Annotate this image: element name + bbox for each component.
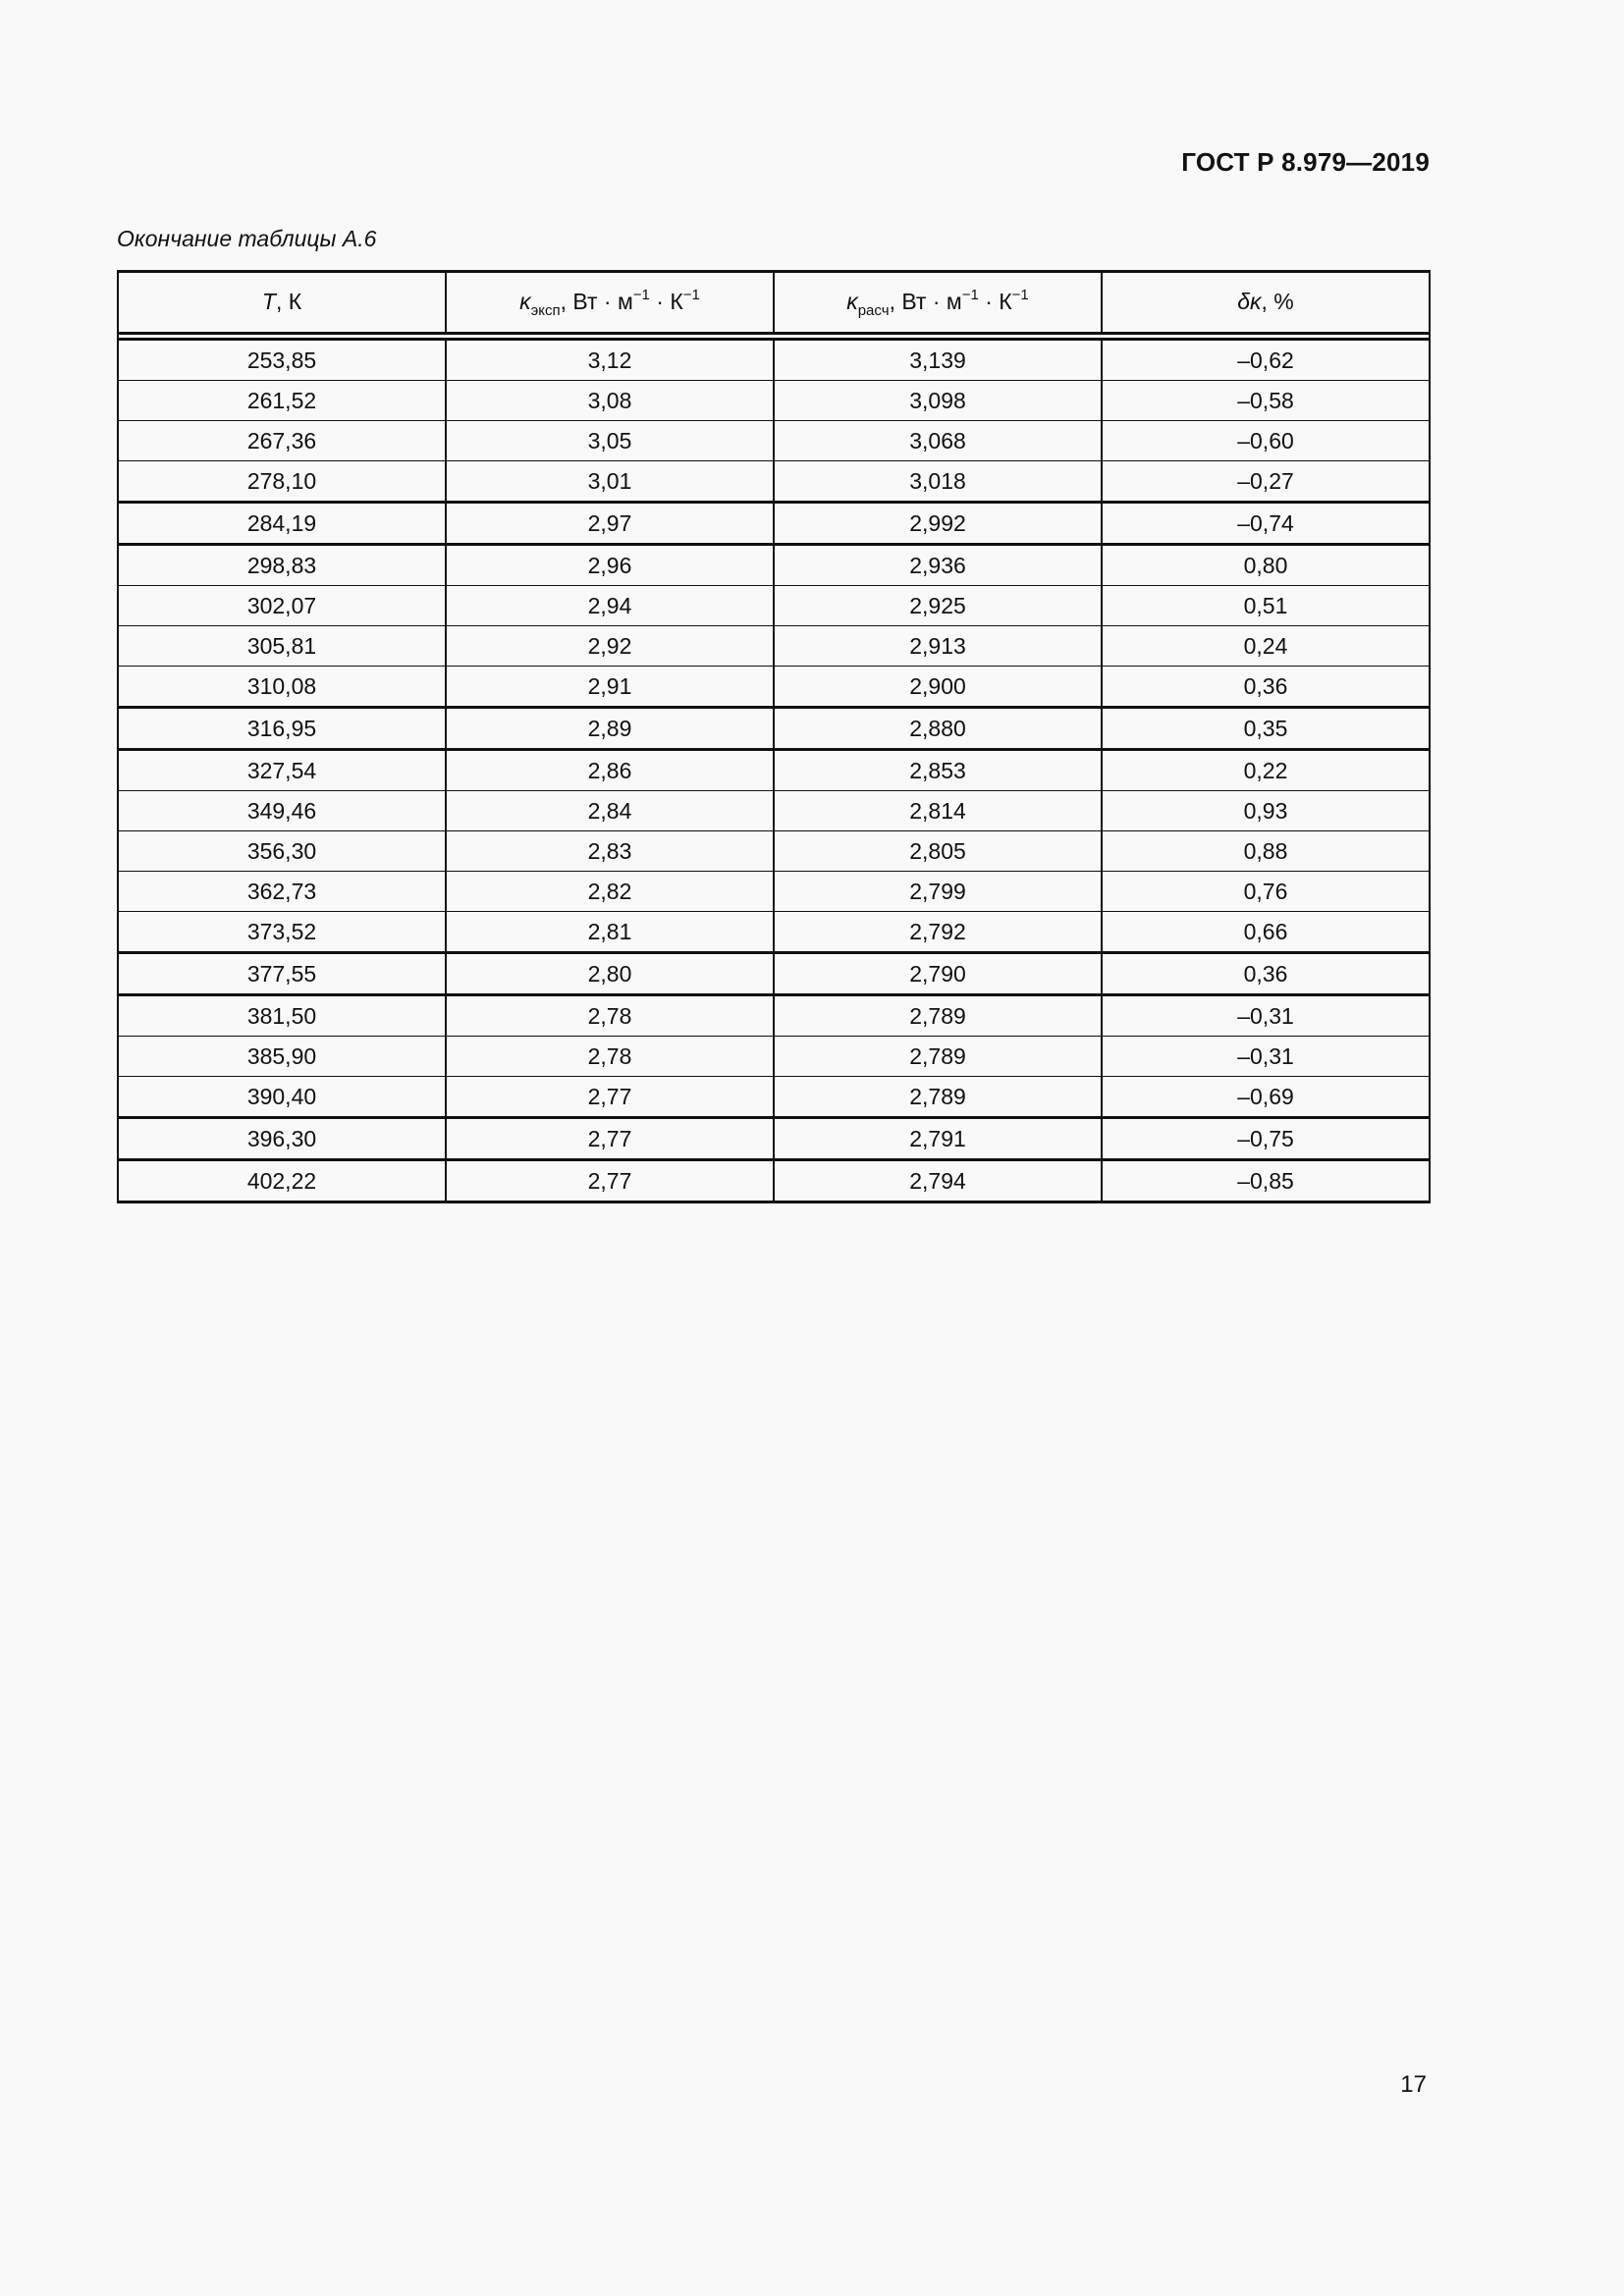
table-cell: –0,85 [1102,1160,1430,1202]
table-cell: 2,936 [774,545,1102,586]
table-cell: 0,36 [1102,667,1430,708]
table-cell: 402,22 [118,1160,446,1202]
table-cell: 3,098 [774,381,1102,421]
document-code: ГОСТ Р 8.979—2019 [1181,147,1430,177]
table-cell: –0,74 [1102,503,1430,545]
table-cell: 362,73 [118,872,446,912]
table-row [118,953,1430,995]
header-superscript-2: −1 [1011,286,1029,303]
header-subscript: эксп [530,301,561,319]
table-cell: 2,96 [446,545,774,586]
table-cell: 2,89 [446,708,774,750]
table-cell: 2,91 [446,667,774,708]
table-cell: 3,01 [446,461,774,503]
table-cell: 0,22 [1102,750,1430,791]
table-cell: –0,69 [1102,1077,1430,1118]
table-cell: –0,75 [1102,1118,1430,1160]
table-cell: 2,794 [774,1160,1102,1202]
data-table [117,270,1431,1203]
table-cell: 2,992 [774,503,1102,545]
table-cell: 2,82 [446,872,774,912]
table-row [118,545,1430,586]
table-row [118,912,1430,953]
table-cell: 2,853 [774,750,1102,791]
table-cell: 356,30 [118,831,446,872]
header-superscript-2: −1 [682,286,700,303]
table-cell: –0,31 [1102,995,1430,1037]
table-cell: 2,789 [774,1037,1102,1077]
table-cell: 2,97 [446,503,774,545]
table-cell: 0,93 [1102,791,1430,831]
header-unit: , К [275,288,302,314]
table-row [118,421,1430,461]
table-row [118,1077,1430,1118]
table-cell: 2,799 [774,872,1102,912]
table-cell: 2,77 [446,1118,774,1160]
table-cell: 381,50 [118,995,446,1037]
table-cell: 261,52 [118,381,446,421]
table-cell: 0,24 [1102,626,1430,667]
table-cell: 2,913 [774,626,1102,667]
table-cell: 2,880 [774,708,1102,750]
table-cell: 3,08 [446,381,774,421]
table-row [118,626,1430,667]
table-cell: 253,85 [118,340,446,381]
table-row [118,708,1430,750]
table-cell: 2,94 [446,586,774,626]
header-symbol: δκ [1237,288,1262,314]
header-symbol: κ [519,288,531,314]
table-row [118,791,1430,831]
table-cell: 390,40 [118,1077,446,1118]
table-caption: Окончание таблицы А.6 [117,226,377,251]
table-cell: 0,76 [1102,872,1430,912]
table-cell: 0,66 [1102,912,1430,953]
table-cell: 2,790 [774,953,1102,995]
table-cell: –0,27 [1102,461,1430,503]
table-cell: 0,80 [1102,545,1430,586]
table-row [118,586,1430,626]
table-cell: 3,12 [446,340,774,381]
table-cell: –0,60 [1102,421,1430,461]
table-cell: 373,52 [118,912,446,953]
table-cell: 302,07 [118,586,446,626]
table-row [118,1160,1430,1202]
header-mid: · К [649,288,683,314]
table-cell: 305,81 [118,626,446,667]
table-row [118,995,1430,1037]
header-superscript-1: −1 [961,286,979,303]
table-cell: 2,925 [774,586,1102,626]
table-cell: 3,139 [774,340,1102,381]
table-cell: 2,86 [446,750,774,791]
table-cell: –0,58 [1102,381,1430,421]
table-cell: 2,78 [446,995,774,1037]
column-header-1 [446,272,774,334]
table-cell: 2,92 [446,626,774,667]
table-cell: 284,19 [118,503,446,545]
table-cell: 267,36 [118,421,446,461]
header-symbol: κ [846,288,858,314]
table-row [118,461,1430,503]
table-cell: 0,88 [1102,831,1430,872]
table-row [118,831,1430,872]
table-cell: 278,10 [118,461,446,503]
table-cell: 298,83 [118,545,446,586]
table-row [118,340,1430,381]
page-number: 17 [1400,2071,1427,2098]
table-cell: 2,789 [774,1077,1102,1118]
table-cell: 3,068 [774,421,1102,461]
table-body [118,340,1430,1202]
table-cell: 310,08 [118,667,446,708]
table-cell: 2,78 [446,1037,774,1077]
table-cell: 2,84 [446,791,774,831]
header-mid: · К [978,288,1012,314]
header-superscript-1: −1 [632,286,650,303]
table-cell: 2,900 [774,667,1102,708]
table-row [118,381,1430,421]
table-cell: –0,31 [1102,1037,1430,1077]
table-cell: 349,46 [118,791,446,831]
table-cell: 327,54 [118,750,446,791]
table-cell: 0,35 [1102,708,1430,750]
table-cell: 316,95 [118,708,446,750]
table-cell: 396,30 [118,1118,446,1160]
table-header-row [118,272,1430,334]
table-cell: 2,81 [446,912,774,953]
header-unit: , Вт · м [560,288,633,314]
column-header-2 [774,272,1102,334]
table-cell: 2,814 [774,791,1102,831]
header-unit: , Вт · м [889,288,962,314]
table-cell: 2,805 [774,831,1102,872]
header-symbol: T [261,288,276,314]
table-row [118,1037,1430,1077]
column-header-0 [118,272,446,334]
table-cell: 0,51 [1102,586,1430,626]
table-cell: 377,55 [118,953,446,995]
table-cell: –0,62 [1102,340,1430,381]
table-cell: 0,36 [1102,953,1430,995]
column-header-3 [1102,272,1430,334]
table-cell: 2,83 [446,831,774,872]
header-unit: , % [1261,288,1294,314]
table-row [118,503,1430,545]
table-cell: 2,789 [774,995,1102,1037]
header-subscript: расч [857,301,890,319]
table-row [118,667,1430,708]
table-cell: 2,80 [446,953,774,995]
table-cell: 385,90 [118,1037,446,1077]
table-cell: 3,018 [774,461,1102,503]
table-cell: 3,05 [446,421,774,461]
table-row [118,872,1430,912]
table-row [118,750,1430,791]
data-table-container [117,270,1431,1203]
table-row [118,1118,1430,1160]
table-cell: 2,792 [774,912,1102,953]
table-cell: 2,791 [774,1118,1102,1160]
table-cell: 2,77 [446,1077,774,1118]
table-cell: 2,77 [446,1160,774,1202]
